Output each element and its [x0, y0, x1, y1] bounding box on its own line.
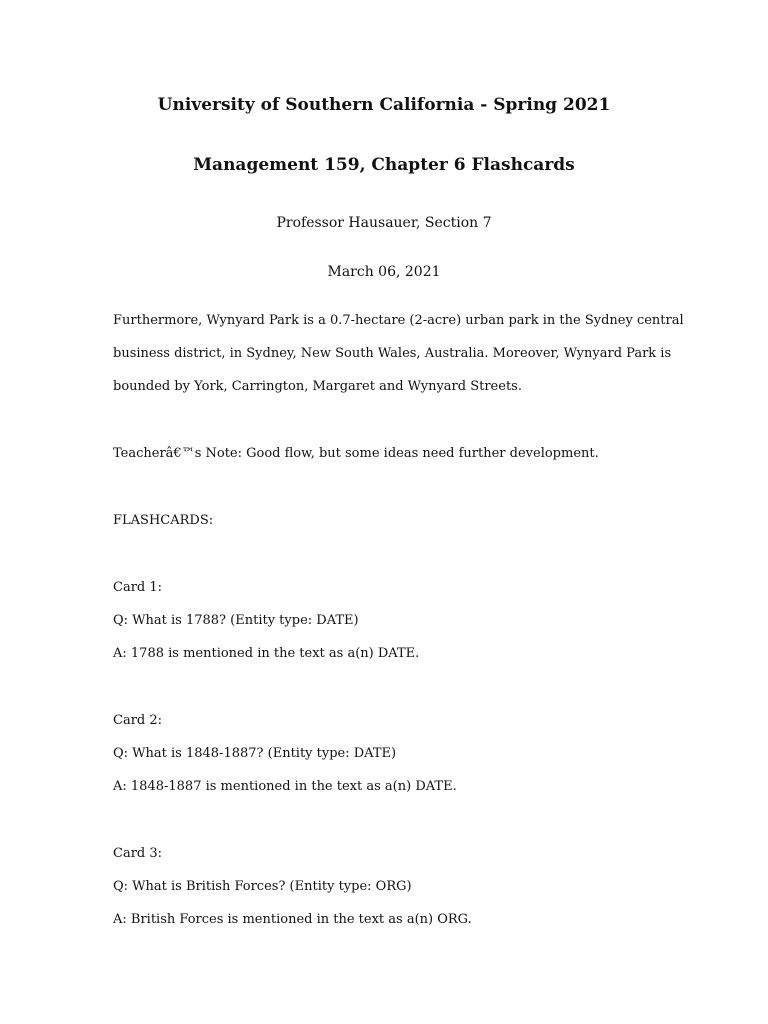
professor-line: Professor Hausauer, Section 7	[276, 215, 492, 231]
date-line: March 06, 2021	[327, 264, 441, 280]
card-question: Q: What is 1848-1887? (Entity type: DATE)	[113, 746, 397, 761]
flashcards-heading: FLASHCARDS:	[113, 513, 214, 528]
card-label: Card 1:	[113, 580, 163, 595]
paragraph-line: business district, in Sydney, New South Wales, Australia. Moreover, Wynyard Park is	[113, 346, 672, 361]
course-heading: Management 159, Chapter 6 Flashcards	[193, 155, 575, 175]
teacher-note: Teacherâ€™s Note: Good flow, but some ideas need further development.	[113, 446, 599, 461]
card-answer: A: British Forces is mentioned in the text as a(n) ORG.	[113, 912, 472, 927]
card-answer: A: 1788 is mentioned in the text as a(n) DATE.	[113, 646, 420, 661]
card-label: Card 2:	[113, 713, 163, 728]
card-answer: A: 1848-1887 is mentioned in the text as a(n) DATE.	[113, 779, 457, 794]
university-heading: University of Southern California - Spring 2021	[157, 95, 611, 115]
paragraph-line: Furthermore, Wynyard Park is a 0.7-hectare (2-acre) urban park in the Sydney central	[113, 313, 684, 328]
paragraph-line: bounded by York, Carrington, Margaret and Wynyard Streets.	[113, 379, 522, 394]
card-label: Card 3:	[113, 846, 163, 861]
card-question: Q: What is 1788? (Entity type: DATE)	[113, 613, 359, 628]
card-question: Q: What is British Forces? (Entity type: ORG)	[113, 879, 412, 894]
